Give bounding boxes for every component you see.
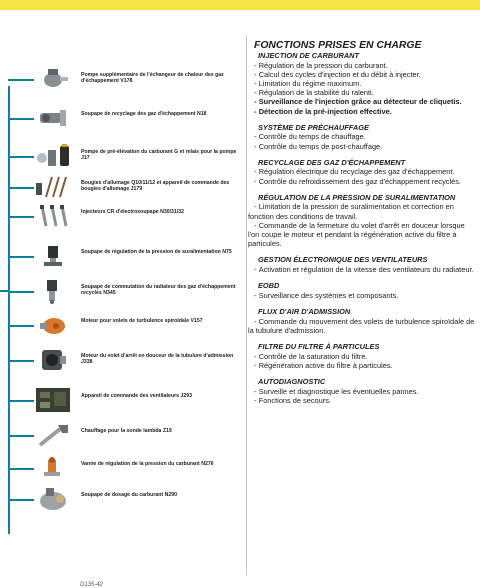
injector-icon bbox=[34, 202, 72, 230]
throttle-motor-icon bbox=[34, 346, 72, 374]
component-label: Soupape de dosage du carburant N290 bbox=[81, 492, 177, 498]
function-section bbox=[248, 308, 476, 335]
lambda-sensor-icon bbox=[34, 421, 72, 449]
component-label: Appareil de commande des ventilateurs J293 bbox=[81, 393, 192, 399]
connector-line bbox=[8, 499, 34, 501]
figure-reference: D135-42 bbox=[80, 582, 104, 588]
connector-line bbox=[8, 79, 34, 81]
function-item: - Calcul des cycles d'injection et du débit à injecter. bbox=[248, 70, 476, 79]
component-label: Pompe supplémentaire de l'échangeur de chaleur des gaz d'échappement V178 bbox=[81, 72, 224, 85]
connector-line bbox=[8, 216, 34, 218]
section-title: SYSTÈME DE PRÉCHAUFFAGE bbox=[258, 122, 369, 132]
page-title: FONCTIONS PRISES EN CHARGE bbox=[254, 40, 422, 51]
function-section bbox=[248, 343, 476, 370]
component-label: Bougies d'allumage Q10/11/12 et appareil de commande des bougies d'allumage J179 bbox=[81, 180, 230, 193]
function-item: - Commande du mouvement des volets de turbulence spiroïdale de la tubulure d'admission. bbox=[248, 317, 476, 335]
connector-line bbox=[8, 468, 34, 470]
pressure-valve-icon bbox=[34, 454, 72, 482]
function-item: - Régulation de la stabilité du ralenti. bbox=[248, 88, 476, 97]
function-item: - Contrôle du refroidissement des gaz d'échappement recyclés. bbox=[248, 177, 476, 186]
function-section bbox=[248, 194, 476, 249]
panel-edge bbox=[246, 35, 247, 575]
dosing-valve-icon bbox=[34, 485, 72, 513]
functions-panel bbox=[248, 40, 476, 405]
valve-icon bbox=[34, 104, 72, 132]
function-section bbox=[248, 282, 476, 300]
connector-line bbox=[8, 256, 34, 258]
component-label: Moteur pour volets de turbulence spiroïdale V157 bbox=[81, 318, 203, 324]
section-title: EOBD bbox=[258, 281, 280, 291]
connector-line bbox=[8, 400, 34, 402]
function-item: - Régénération active du filtre à particules. bbox=[248, 361, 476, 370]
function-item: - Régulation de la pression du carburant. bbox=[248, 61, 476, 70]
bus-line-vertical bbox=[8, 86, 10, 534]
component-label: Vanne de régulation de la pression du carburant N276 bbox=[81, 461, 214, 467]
connector-line bbox=[8, 118, 34, 120]
section-title: RECYCLAGE DES GAZ D'ÉCHAPPEMENT bbox=[258, 157, 406, 167]
switch-valve-icon bbox=[34, 277, 72, 305]
fuel-pump-icon bbox=[34, 142, 72, 170]
function-sections bbox=[248, 52, 476, 405]
function-item: - Surveille et diagnostique les éventuelles pannes. bbox=[248, 387, 476, 396]
pump-icon bbox=[34, 65, 72, 93]
function-section bbox=[248, 378, 476, 405]
function-item: - Régulation électrique du recyclage des gaz d'échappement. bbox=[248, 167, 476, 176]
glow-plug-icon bbox=[34, 173, 72, 201]
function-item: - Limitation de la pression de suralimentation et correction en fonction des conditions de travail. bbox=[248, 202, 476, 220]
section-title: AUTODIAGNOSTIC bbox=[258, 377, 326, 387]
motor-icon bbox=[34, 311, 72, 339]
component-label: Pompe de pré-élévation du carburant G et relais pour la pompe J17 bbox=[81, 149, 237, 162]
connector-line bbox=[8, 325, 34, 327]
component-label: Chauffage pour la sonde lambda Z19 bbox=[81, 428, 172, 434]
section-title: INJECTION DE CARBURANT bbox=[258, 51, 360, 60]
top-accent-bar bbox=[0, 0, 480, 10]
component-diagram-panel bbox=[0, 35, 247, 588]
component-label: Moteur du volet d'arrêt en douceur de la tubulure d'admission J338 bbox=[81, 353, 234, 366]
function-item: - Contrôle du temps de post-chauffage. bbox=[248, 142, 476, 151]
solenoid-valve-icon bbox=[34, 242, 72, 270]
control-unit-icon bbox=[34, 386, 72, 414]
component-label: Soupape de commutation du radiateur des gaz d'échappement recyclés N345 bbox=[81, 284, 236, 297]
section-title: FILTRE DU FILTRE À PARTICULES bbox=[258, 342, 380, 352]
connector-line bbox=[8, 187, 34, 189]
section-title: GESTION ÉLECTRONIQUE DES VENTILATEURS bbox=[258, 255, 428, 265]
function-section bbox=[248, 159, 476, 186]
function-section bbox=[248, 256, 476, 274]
function-item: - Surveillance des systèmes et composants. bbox=[248, 291, 476, 300]
function-section bbox=[248, 124, 476, 151]
connector-line bbox=[8, 360, 34, 362]
section-title: FLUX D'AIR D'ADMISSION bbox=[258, 307, 351, 317]
component-label: Injecteurs CR d'électrosoupape N30/31/32 bbox=[81, 209, 185, 215]
function-item: - Contrôle de la saturation du filtre. bbox=[248, 352, 476, 361]
function-item: - Surveillance de l'injection grâce au détecteur de cliquetis. bbox=[248, 97, 476, 106]
function-item: - Commande de la fermeture du volet d'arrêt en douceur lorsque l'on coupe le moteur et pendant la régénération active du filtre à particules. bbox=[248, 221, 476, 249]
function-item: - Limitation du régime maximum. bbox=[248, 79, 476, 88]
function-section bbox=[248, 52, 476, 116]
component-label: Soupape de recyclage des gaz d'échappement N18 bbox=[81, 111, 207, 117]
connector-line bbox=[8, 435, 34, 437]
component-label: Soupape de régulation de la pression de suralimentation N75 bbox=[81, 249, 232, 255]
section-title: RÉGULATION DE LA PRESSION DE SURALIMENTATION bbox=[258, 192, 456, 202]
function-item: - Fonctions de secours. bbox=[248, 396, 476, 405]
connector-line bbox=[8, 156, 34, 158]
function-item: - Activation et régulation de la vitesse des ventilateurs du radiateur. bbox=[248, 265, 476, 274]
function-item: - Contrôle du temps de chauffage. bbox=[248, 132, 476, 141]
connector-line bbox=[8, 291, 34, 293]
function-item: - Détection de la pré-injection effective. bbox=[248, 107, 476, 116]
